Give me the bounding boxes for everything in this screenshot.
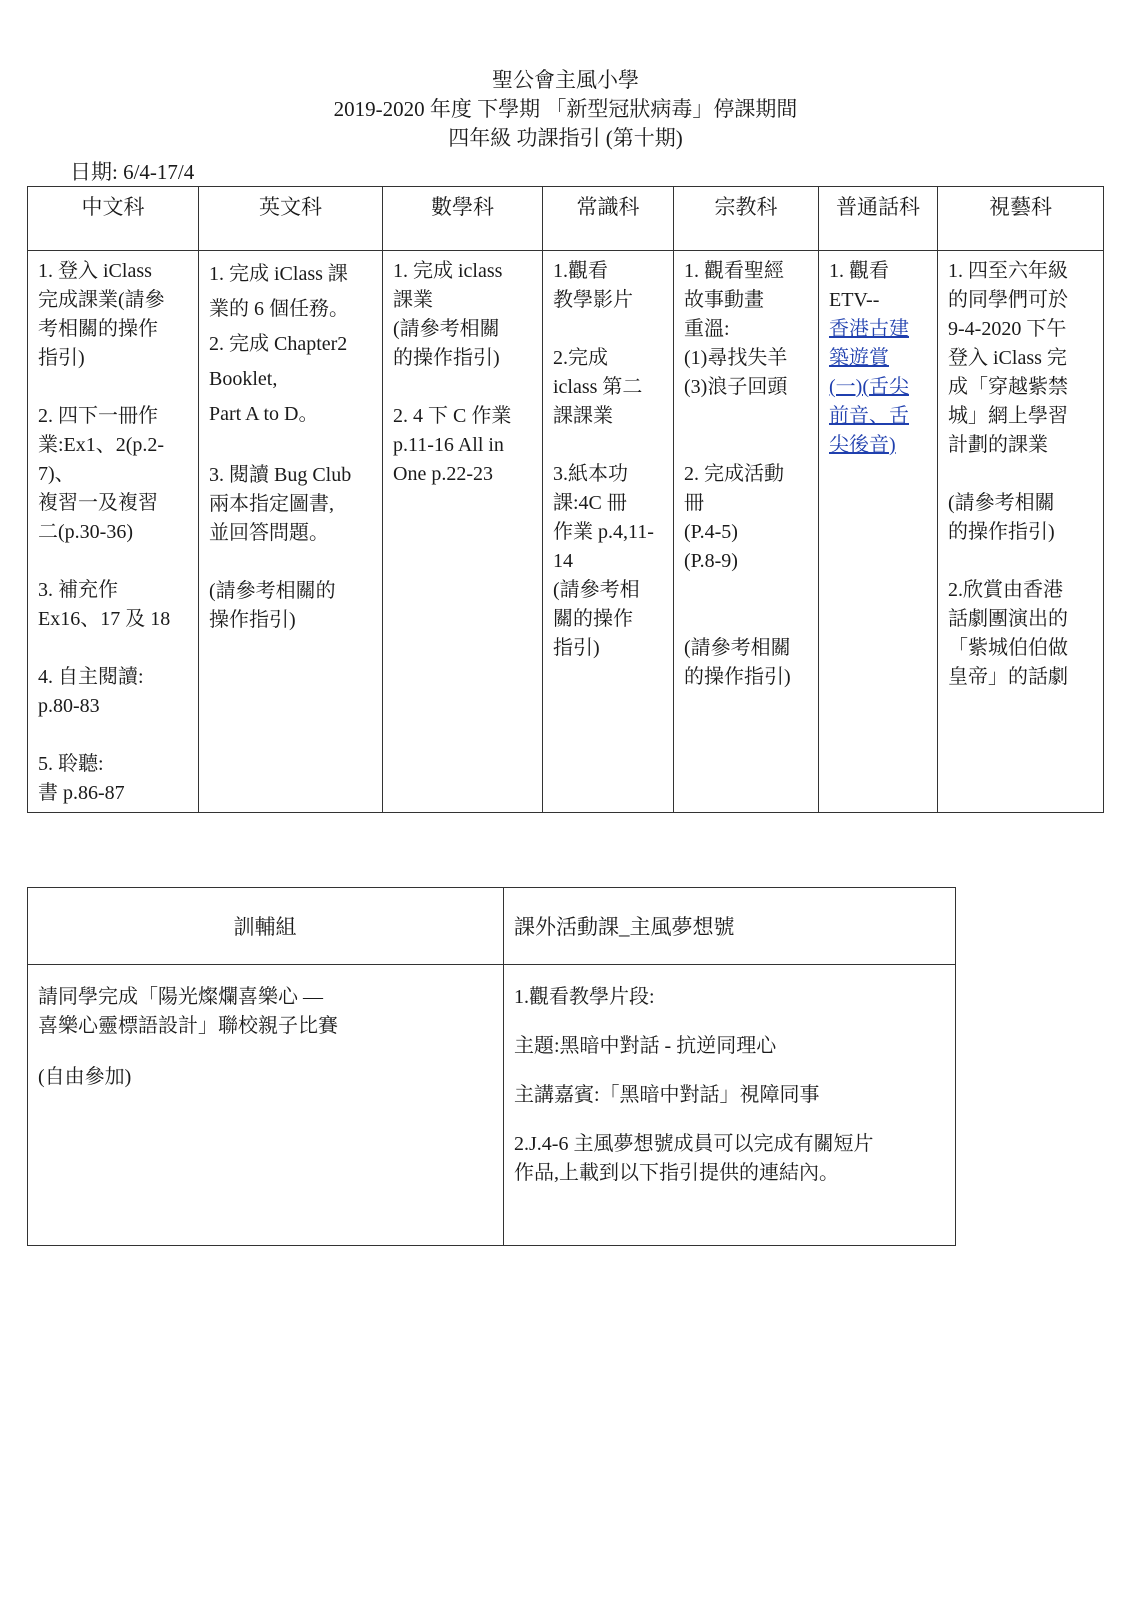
- homework-cell-visual-arts: [938, 251, 1104, 813]
- task-item: 3.紙本功 課:4C 冊 作業 p.4,11- 14 (請參考相 關的操作 指引): [553, 463, 654, 659]
- guidance-header: 訓輔組: [28, 888, 504, 965]
- task-item: 2.欣賞由香港 話劇團演出的 「紫城伯伯做 皇帝」的話劇: [948, 579, 1068, 688]
- subject-header-english: 英文科: [199, 187, 383, 251]
- subject-header-religion: 宗教科: [674, 187, 819, 251]
- task-item: (自由參加): [38, 1066, 132, 1088]
- etv-video-link[interactable]: 香港古建 築遊賞 (一)(舌尖 前音、舌 尖後音): [829, 318, 909, 456]
- task-item: 3. 補充作 Ex16、17 及 18: [38, 579, 171, 630]
- task-item: (請參考相關 的操作指引): [684, 637, 791, 688]
- task-item: 2.完成 iclass 第二 課課業: [553, 347, 643, 427]
- homework-cell-religion: [674, 251, 819, 813]
- document-title: 四年級 功課指引 (第十期): [448, 126, 683, 150]
- task-item: 3. 閱讀 Bug Club 兩本指定圖書, 並回答問題。: [209, 464, 352, 544]
- subject-header-putonghua: 普通話科: [819, 187, 938, 251]
- subject-header-math: 數學科: [383, 187, 543, 251]
- task-item: 1. 觀看聖經 故事動畫 重溫: (1)尋找失羊 (3)浪子回頭: [684, 260, 788, 398]
- homework-cell-math: [383, 251, 543, 813]
- task-item: 請同學完成「陽光燦爛喜樂心 — 喜樂心靈標語設計」聯校親子比賽: [38, 986, 338, 1037]
- term-title: 2019-2020 年度 下學期 「新型冠狀病毒」停課期間: [333, 97, 798, 121]
- task-item: 2. 四下一冊作 業:Ex1、2(p.2- 7)、 複習一及複習 二(p.30-36): [38, 405, 165, 543]
- homework-cell-general-studies: [543, 251, 674, 813]
- subject-header-general-studies: 常識科: [543, 187, 674, 251]
- subject-header-visual-arts: 視藝科: [938, 187, 1104, 251]
- extracurricular-cell: [504, 965, 956, 1246]
- homework-table: [27, 186, 1104, 813]
- task-item: 2.J.4-6 主風夢想號成員可以完成有關短片 作品,上載到以下指引提供的連結內。: [514, 1133, 874, 1184]
- task-item: 1.觀看 教學影片: [553, 260, 633, 311]
- date-range: 日期: 6/4-17/4: [70, 160, 195, 184]
- task-item: 1.觀看教學片段:: [514, 986, 655, 1008]
- homework-row: [28, 251, 1104, 813]
- activities-row: [28, 965, 956, 1246]
- task-item: (請參考相關的 操作指引): [209, 580, 336, 631]
- task-item: 2. 完成活動 冊 (P.4-5) (P.8-9): [684, 463, 784, 572]
- homework-cell-putonghua: [819, 251, 938, 813]
- task-item: 1. 觀看 ETV--: [829, 260, 889, 311]
- task-item: (請參考相關 的操作指引): [948, 492, 1055, 543]
- activities-table: [27, 887, 956, 1246]
- extracurricular-header: 課外活動課_主風夢想號: [504, 888, 956, 965]
- task-item: 4. 自主閱讀: p.80-83: [38, 666, 144, 717]
- subject-header-chinese: 中文科: [28, 187, 199, 251]
- task-item: 主講嘉賓:「黑暗中對話」視障同事: [514, 1084, 820, 1106]
- task-item: 1. 完成 iclass 課業 (請參考相關 的操作指引): [393, 260, 503, 369]
- task-item: 主題:黑暗中對話 - 抗逆同理心: [514, 1035, 777, 1057]
- task-item: 1. 登入 iClass 完成課業(請參 考相關的操作 指引): [38, 260, 165, 369]
- document-header: [0, 66, 1131, 153]
- task-item: 5. 聆聽: 書 p.86-87: [38, 753, 125, 804]
- activities-header-row: [28, 888, 956, 965]
- task-item: 1. 四至六年級 的同學們可於 9-4-2020 下午 登入 iClass 完 成「穿越紫禁 城」網上學習 計劃的課業: [948, 260, 1068, 456]
- subject-header-row: [28, 187, 1104, 251]
- homework-cell-chinese: [28, 251, 199, 813]
- homework-cell-english: [199, 251, 383, 813]
- school-name: 聖公會主風小學: [492, 68, 639, 92]
- task-item: 1. 完成 iClass 課 業的 6 個任務。 2. 完成 Chapter2 Booklet, Part A to D。: [209, 263, 349, 425]
- task-item: 2. 4 下 C 作業 p.11-16 All in One p.22-23: [393, 405, 512, 485]
- guidance-cell: [28, 965, 504, 1246]
